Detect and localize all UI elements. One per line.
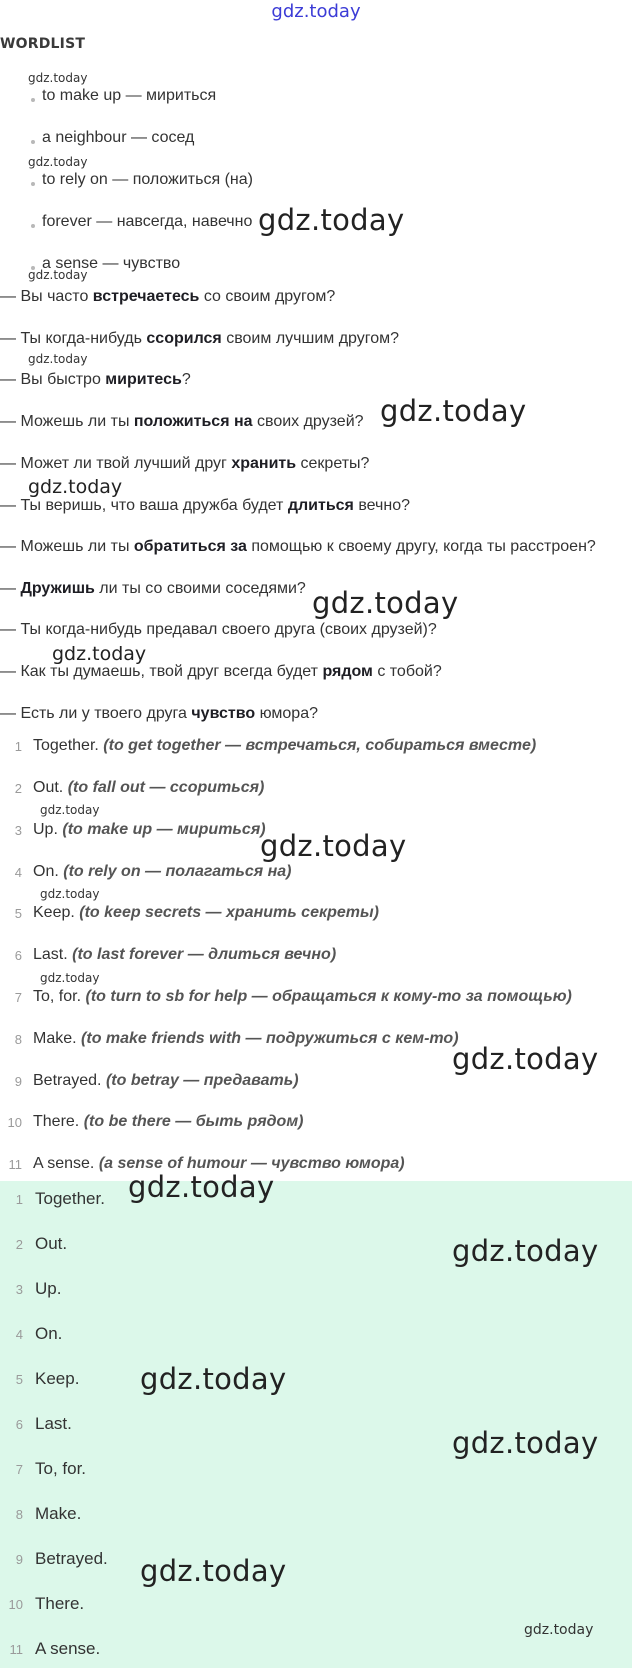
site-watermark-top: gdz.today bbox=[271, 1, 361, 22]
watermark: gdz.today bbox=[524, 1622, 594, 1638]
watermark: gdz.today bbox=[140, 1554, 287, 1588]
watermark: gdz.today bbox=[260, 829, 407, 863]
bullet-icon bbox=[31, 98, 35, 102]
question-line: — Ты когда-нибудь ссорился своим лучшим другом? bbox=[0, 330, 400, 347]
watermark: gdz.today bbox=[40, 803, 100, 817]
question-line: — Может ли твой лучший друг хранить секреты? bbox=[0, 455, 370, 472]
watermark: gdz.today bbox=[452, 1042, 599, 1076]
question-line: — Как ты думаешь, твой друг всегда будет рядом с тобой? bbox=[0, 663, 442, 680]
answers-panel: 1 Together. 2 Out. 3 Up. 4 On. 5 Keep. 6 Last. 7 To, for. 8 Make. 9 Betrayed. 10 There. 11 A sense. bbox=[0, 1181, 632, 1668]
watermark: gdz.today bbox=[452, 1426, 599, 1460]
bullet-icon bbox=[31, 182, 35, 186]
question-line: — Дружишь ли ты со своими соседями? bbox=[0, 580, 306, 597]
question-line: — Ты когда-нибудь предавал своего друга (своих друзей)? bbox=[0, 621, 437, 638]
question-line: — Можешь ли ты положиться на своих друзей? bbox=[0, 413, 364, 430]
question-line: — Ты веришь, что ваша дружба будет длиться вечно? bbox=[0, 497, 410, 514]
watermark: gdz.today bbox=[52, 643, 147, 665]
watermark: gdz.today bbox=[28, 155, 88, 169]
watermark: gdz.today bbox=[40, 971, 100, 985]
watermark: gdz.today bbox=[28, 71, 88, 85]
watermark: gdz.today bbox=[128, 1170, 275, 1204]
wordlist-heading: WORDLIST bbox=[0, 36, 86, 52]
watermark: gdz.today bbox=[312, 586, 459, 620]
question-line: — Вы быстро миритесь? bbox=[0, 371, 191, 388]
watermark: gdz.today bbox=[28, 352, 88, 366]
watermark: gdz.today bbox=[40, 887, 100, 901]
question-line: — Вы часто встречаетесь со своим другом? bbox=[0, 288, 336, 305]
question-line: — Есть ли у твоего друга чувство юмора? bbox=[0, 705, 318, 722]
watermark: gdz.today bbox=[258, 203, 405, 237]
watermark: gdz.today bbox=[28, 268, 88, 282]
watermark: gdz.today bbox=[140, 1362, 287, 1396]
bullet-icon bbox=[31, 140, 35, 144]
watermark: gdz.today bbox=[452, 1234, 599, 1268]
watermark: gdz.today bbox=[28, 476, 123, 498]
bullet-icon bbox=[31, 224, 35, 228]
watermark: gdz.today bbox=[380, 394, 527, 428]
question-line: — Можешь ли ты обратиться за помощью к своему другу, когда ты расстроен? bbox=[0, 538, 596, 555]
